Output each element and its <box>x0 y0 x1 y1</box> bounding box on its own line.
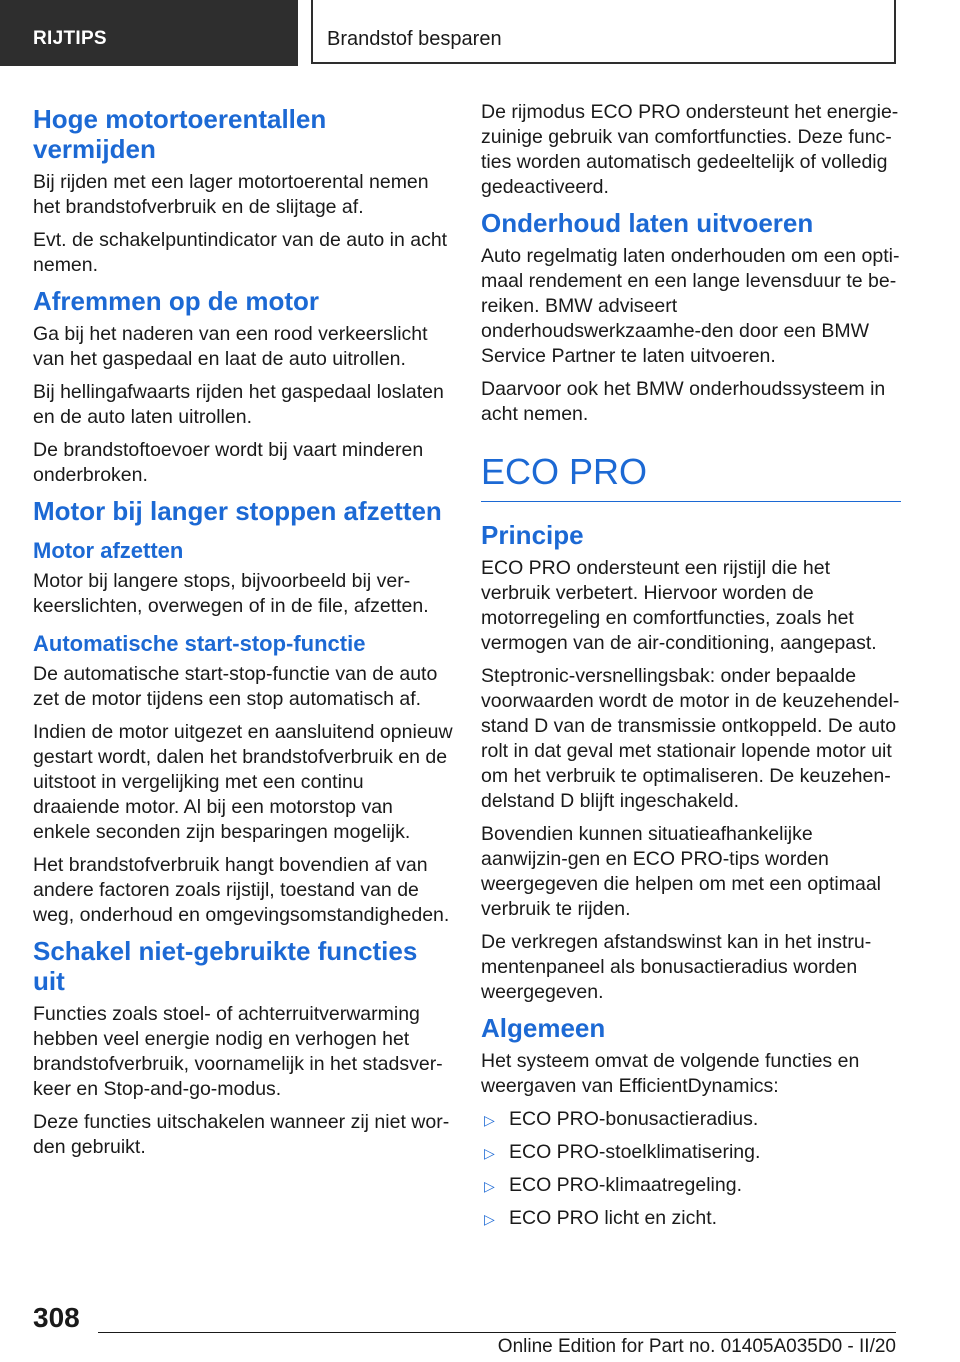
page-header <box>0 0 960 66</box>
heading-schakel-functies-uit: Schakel niet-gebruikte functies uit <box>33 936 418 996</box>
paragraph: Evt. de schakelpuntindicator van de auto in acht nemen. <box>33 229 448 276</box>
paragraph: Bij rijden met een lager motortoerental nemen het brandstofverbruik en de slijtage af. <box>33 171 429 218</box>
paragraph: ECO PRO ondersteunt een rijstijl die het verbruik verbetert. Hiervoor worden de motorregeling en comfortfuncties, zoals het vermogen van de air-conditioning, aangepast. <box>481 557 877 654</box>
left-column <box>33 100 453 1160</box>
list-item <box>481 1107 901 1132</box>
subheading-motor-afzetten: Motor afzetten <box>33 538 184 563</box>
heading-afremmen: Afremmen op de motor <box>33 286 320 316</box>
list-item <box>481 1140 901 1165</box>
paragraph: De automatische start-stop-functie van de auto zet de motor tijdens een stop automatisch af. <box>33 663 438 710</box>
page-footer <box>0 1290 960 1362</box>
list-item-text: ECO PRO-bonusactieradius. <box>509 1108 759 1130</box>
paragraph: Ga bij het naderen van een rood verkeerslicht van het gaspedaal en laat de auto uitrollen. <box>33 323 428 370</box>
heading-algemeen: Algemeen <box>481 1013 606 1043</box>
paragraph: Deze functies uitschakelen wanneer zij niet wor-den gebruikt. <box>33 1111 450 1158</box>
list-item-text: ECO PRO-stoelklimatisering. <box>509 1141 761 1163</box>
function-list <box>481 1107 901 1231</box>
page-number: 308 <box>33 1302 80 1333</box>
paragraph: Bovendien kunnen situatieafhankelijke aanwijzin-gen en ECO PRO-tips worden weergegeven die helpen om met een optimaal verbruik te rijden. <box>481 823 882 920</box>
heading-hoge-motortoerentallen: Hoge motortoerentallen vermijden <box>33 104 327 164</box>
paragraph: Auto regelmatig laten onderhouden om een opti-maal rendement en een lange levensduur te be-reiken. BMW adviseert onderhoudswerkzaamhe-den door een BMW Service Partner te laten uitvoeren. <box>481 245 900 367</box>
triangle-bullet-icon: ▷ <box>484 1145 495 1161</box>
list-item-text: ECO PRO-klimaatregeling. <box>509 1174 742 1196</box>
section-label: RIJTIPS <box>0 0 298 66</box>
paragraph: Functies zoals stoel- of achterruitverwarming hebben veel energie nodig en verhogen het brandstofverbruik, voornamelijk in het stadsver-keer en Stop-and-go-modus. <box>33 1003 443 1100</box>
paragraph: Steptronic-versnellingsbak: onder bepaalde voorwaarden wordt de motor in de keuzehendel-stand D van de transmissie ontkoppeld. De auto rolt in dat geval met stationair lopende motor uit om het verbruik te optimaliseren. De keuzehen-delstand D blijft ingeschakeld. <box>481 665 900 812</box>
triangle-bullet-icon: ▷ <box>484 1178 495 1194</box>
heading-onderhoud: Onderhoud laten uitvoeren <box>481 208 814 238</box>
paragraph: De verkregen afstandswinst kan in het instru-mentenpaneel als bonusactieradius worden weergegeven. <box>481 931 872 1003</box>
heading-principe: Principe <box>481 520 584 550</box>
chapter-label: Brandstof besparen <box>311 0 896 64</box>
paragraph: Bij hellingafwaarts rijden het gaspedaal loslaten en de auto laten uitrollen. <box>33 381 444 428</box>
chapter-heading-eco-pro: ECO PRO <box>481 451 901 502</box>
footer-divider <box>98 1332 896 1333</box>
right-column <box>481 100 901 1239</box>
list-item <box>481 1206 901 1231</box>
list-item-text: ECO PRO licht en zicht. <box>509 1207 718 1229</box>
paragraph: De rijmodus ECO PRO ondersteunt het energie-zuinige gebruik van comfortfuncties. Deze func-ties worden automatisch gedeeltelijk of volledig gedeactiveerd. <box>481 101 899 198</box>
edition-text: Online Edition for Part no. 01405A035D0 - II/20 <box>497 1336 896 1357</box>
subheading-start-stop: Automatische start-stop-functie <box>33 631 366 656</box>
paragraph: Het systeem omvat de volgende functies en weergaven van EfficientDynamics: <box>481 1050 860 1097</box>
paragraph: Indien de motor uitgezet en aansluitend opnieuw gestart wordt, dalen het brandstofverbruik en de uitstoot in vergelijking met een continu draaiende motor. Al bij een motorstop van enkele seconden zijn besparingen mogelijk. <box>33 721 453 843</box>
paragraph: Het brandstofverbruik hangt bovendien af van andere factoren zoals rijstijl, toestand van de weg, onderhoud en omgevingsomstandigheden. <box>33 854 450 926</box>
paragraph: Motor bij langere stops, bijvoorbeeld bij ver-keerslichten, overwegen of in de file, afzetten. <box>33 570 429 617</box>
heading-motor-afzetten-langer: Motor bij langer stoppen afzetten <box>33 496 442 526</box>
triangle-bullet-icon: ▷ <box>484 1112 495 1128</box>
list-item <box>481 1173 901 1198</box>
paragraph: Daarvoor ook het BMW onderhoudssysteem in acht nemen. <box>481 378 886 425</box>
triangle-bullet-icon: ▷ <box>484 1211 495 1227</box>
paragraph: De brandstoftoevoer wordt bij vaart minderen onderbroken. <box>33 439 424 486</box>
